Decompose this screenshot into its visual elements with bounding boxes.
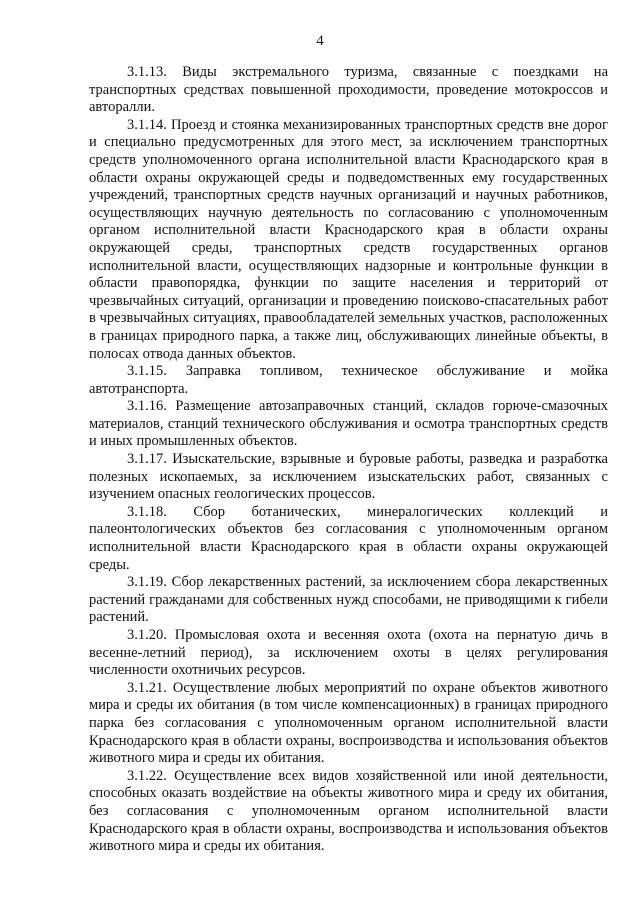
paragraph-text: Промысловая охота и весенняя охота (охота на пернатую дичь в весенне-летний период), за исключением охоты в целях регулирования численности охотничьих ресурсов.: [89, 627, 612, 679]
paragraph-number: 3.1.14.: [127, 116, 167, 133]
paragraph-text: Сбор ботанических, минералогических коллекций и палеонтологических объектов без согласования с уполномоченным органом исполнительной власти Краснодарского края в области охраны окружающей среды.: [89, 503, 612, 573]
paragraph-3-1-21: [89, 679, 612, 768]
paragraph-text: Осуществление любых мероприятий по охране объектов животного мира и среды их обитания (в том числе компенсационных) в границах природного парка без согласования с уполномоченным органом исполнительной власти Краснодарского края в области охраны, воспроизводства и использования объектов животного мира и среды их обитания.: [89, 679, 612, 767]
paragraph-3-1-19: [89, 574, 612, 627]
paragraph-number: 3.1.20.: [127, 627, 167, 643]
paragraph-text: Заправка топливом, техническое обслуживание и мойка автотранспорта.: [89, 363, 612, 397]
paragraph-text: Изыскательские, взрывные и буровые работы, разведка и разработка полезных ископаемых, за исключением изыскательских работ, связанных с изучением опасных геологических процессов.: [89, 451, 612, 503]
paragraph-3-1-20: [89, 627, 612, 680]
paragraph-text: Сбор лекарственных растений, за исключением сбора лекарственных растений гражданами для собственных нужд способами, не приводящими к гибели растений.: [89, 574, 612, 626]
paragraph-3-1-14: [89, 116, 612, 363]
paragraph-number: 3.1.21.: [127, 679, 167, 696]
paragraph-number: 3.1.22.: [127, 767, 167, 784]
paragraph-text: Размещение автозаправочных станций, складов горюче-смазочных материалов, станций технического обслуживания и осмотра транспортных средств и иных промышленных объектов.: [89, 398, 612, 450]
paragraph-number: 3.1.13.: [127, 64, 167, 80]
page-number: 4: [316, 33, 324, 49]
paragraph-text: Виды экстремального туризма, связанные с поездками на транспортных средствах повышенной проходимости, проведение мотокроссов и авторалли.: [89, 64, 612, 116]
paragraph-3-1-13: [89, 64, 612, 117]
paragraph-3-1-17: [89, 451, 612, 504]
paragraph-number: 3.1.17.: [127, 451, 167, 468]
paragraph-number: 3.1.19.: [127, 574, 167, 591]
paragraph-number: 3.1.15.: [127, 363, 167, 380]
paragraph-3-1-16: [89, 398, 612, 451]
paragraph-text: Осуществление всех видов хозяйственной или иной деятельности, способных оказать воздействие на объекты животного мира и среду их обитания, без согласования с уполномоченным органом исполнительной власти Краснодарского края в области охраны, воспроизводства и использования объектов животного мира и среды их обитания.: [89, 767, 612, 855]
paragraph-number: 3.1.18.: [127, 503, 167, 520]
paragraph-3-1-22: [89, 767, 612, 856]
paragraph-3-1-15: [89, 363, 612, 398]
paragraph-number: 3.1.16.: [127, 398, 167, 415]
paragraph-text: Проезд и стоянка механизированных транспортных средств вне дорог и специально предусмотренных для этого мест, за исключением транспортных средств уполномоченного органа исполнительной власти Краснодарского края в области охраны окружающей среды и подведомственных ему государственных учреждений, транспортных средств научных организаций и научных работников, осуществляющих научную деятельность по согласованию с уполномоченным органом исполнительной власти Краснодарского края в области охраны окружающей среды, транспортных средств государственных органов исполнительной власти, осуществляющих надзорные и контрольные функции в области правопорядка, функции по защите населения и территорий от чрезвычайных ситуаций, организации и проведению поисково-спасательных работ в чрезвычайных ситуациях, правообладателей земельных участков, расположенных в границах природного парка, а также лиц, обслуживающих линейные объекты, в полосах отвода данных объектов.: [89, 116, 612, 362]
paragraph-3-1-18: [89, 503, 612, 574]
document-body: [89, 64, 612, 856]
